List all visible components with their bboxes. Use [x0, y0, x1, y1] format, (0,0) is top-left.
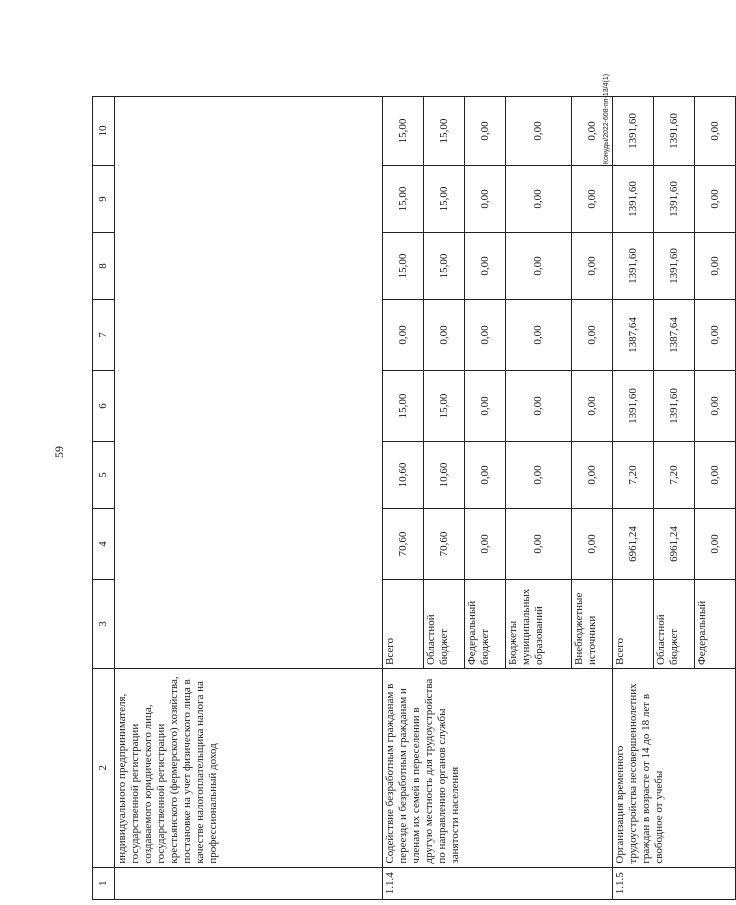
value-cell: 0,00: [465, 299, 506, 370]
header-cell: 3: [93, 580, 115, 669]
value-cell: 0,00: [572, 299, 613, 370]
funding-source-cell: Всего: [613, 580, 654, 669]
value-cell: 0,00: [506, 508, 572, 579]
value-cell: 7,20: [613, 442, 654, 509]
value-cell: 15,00: [383, 232, 424, 299]
funding-source-cell: Федеральный бюджет: [465, 580, 506, 669]
value-cell: 0,00: [465, 442, 506, 509]
value-cell: 0,00: [572, 232, 613, 299]
item-code-cell: [115, 867, 383, 899]
value-cell: 1387,64: [654, 299, 695, 370]
value-cell: 0,00: [383, 299, 424, 370]
value-cell: 1391,60: [613, 370, 654, 441]
item-name-cell: Содействие безработным гражданам в переезде и безработным гражданам и членам их семей в переселении в другую местность для трудоустройства по направлению органов службы занятости населения: [383, 668, 613, 867]
value-cell: 0,00: [572, 166, 613, 233]
funding-source-cell: Федеральный: [695, 580, 736, 669]
header-cell: 7: [93, 299, 115, 370]
table-row: [115, 97, 383, 900]
empty-cell: [115, 97, 383, 669]
value-cell: 6961,24: [654, 508, 695, 579]
header-row: [93, 97, 115, 900]
value-cell: 15,00: [424, 166, 465, 233]
item-name-cell: индивидуального предпринимателя, государственной регистрации создаваемого юридического лица, государственной регистрации крестьянского (фермерского) хозяйства, постановке на учет физического лица в качестве налогоплательщика налога на профессиональный доход: [115, 668, 383, 867]
value-cell: 0,00: [506, 232, 572, 299]
funding-source-cell: Областной бюджет: [654, 580, 695, 669]
value-cell: 1391,60: [613, 166, 654, 233]
value-cell: 1387,64: [613, 299, 654, 370]
value-cell: 0,00: [506, 166, 572, 233]
value-cell: 0,00: [506, 442, 572, 509]
item-name-cell: Организация временного трудоустройства несовершеннолетних граждан в возрасте от 14 до 18 лет в свободное от учебы: [613, 668, 736, 867]
item-code-cell: 1.1.4: [383, 867, 613, 899]
value-cell: 0,00: [695, 442, 736, 509]
header-cell: 9: [93, 166, 115, 233]
value-cell: 10,60: [424, 442, 465, 509]
funding-source-cell: Бюджеты муниципальных образований: [506, 580, 572, 669]
header-cell: 2: [93, 668, 115, 867]
value-cell: 15,00: [383, 166, 424, 233]
value-cell: 0,00: [465, 166, 506, 233]
header-cell: 4: [93, 508, 115, 579]
header-cell: 10: [93, 97, 115, 166]
value-cell: 10,60: [383, 442, 424, 509]
funding-source-cell: Всего: [383, 580, 424, 669]
value-cell: 0,00: [465, 97, 506, 166]
funding-source-cell: Областной бюджет: [424, 580, 465, 669]
value-cell: 0,00: [695, 166, 736, 233]
value-cell: 0,00: [424, 299, 465, 370]
header-cell: 5: [93, 442, 115, 509]
value-cell: 15,00: [424, 370, 465, 441]
value-cell: 70,60: [424, 508, 465, 579]
header-cell: 6: [93, 370, 115, 441]
value-cell: 0,00: [695, 232, 736, 299]
value-cell: 0,00: [572, 442, 613, 509]
value-cell: 15,00: [383, 97, 424, 166]
header-cell: 8: [93, 232, 115, 299]
value-cell: 0,00: [572, 508, 613, 579]
value-cell: 1391,60: [613, 232, 654, 299]
value-cell: 0,00: [465, 370, 506, 441]
value-cell: 6961,24: [613, 508, 654, 579]
value-cell: 0,00: [572, 97, 613, 166]
funding-source-cell: Внебюджетные источники: [572, 580, 613, 669]
table-row: [613, 97, 654, 900]
value-cell: 0,00: [506, 299, 572, 370]
value-cell: 1391,60: [654, 97, 695, 166]
value-cell: 1391,60: [613, 97, 654, 166]
value-cell: 0,00: [465, 508, 506, 579]
value-cell: 15,00: [383, 370, 424, 441]
table-row: [383, 97, 424, 900]
value-cell: 15,00: [424, 97, 465, 166]
item-code-cell: 1.1.5: [613, 867, 736, 899]
value-cell: 0,00: [506, 370, 572, 441]
header-cell: 1: [93, 867, 115, 899]
value-cell: 0,00: [695, 370, 736, 441]
value-cell: 15,00: [424, 232, 465, 299]
value-cell: 70,60: [383, 508, 424, 579]
value-cell: 0,00: [695, 508, 736, 579]
value-cell: 0,00: [465, 232, 506, 299]
value-cell: 0,00: [506, 97, 572, 166]
value-cell: 0,00: [572, 370, 613, 441]
value-cell: 7,20: [654, 442, 695, 509]
page-number: 59: [52, 446, 66, 458]
value-cell: 1391,60: [654, 370, 695, 441]
value-cell: 0,00: [695, 97, 736, 166]
document-code: Конуды/2022-608-пп-13/4(1): [603, 73, 610, 165]
budget-table: [92, 96, 736, 900]
value-cell: 0,00: [695, 299, 736, 370]
value-cell: 1391,60: [654, 166, 695, 233]
value-cell: 1391,60: [654, 232, 695, 299]
